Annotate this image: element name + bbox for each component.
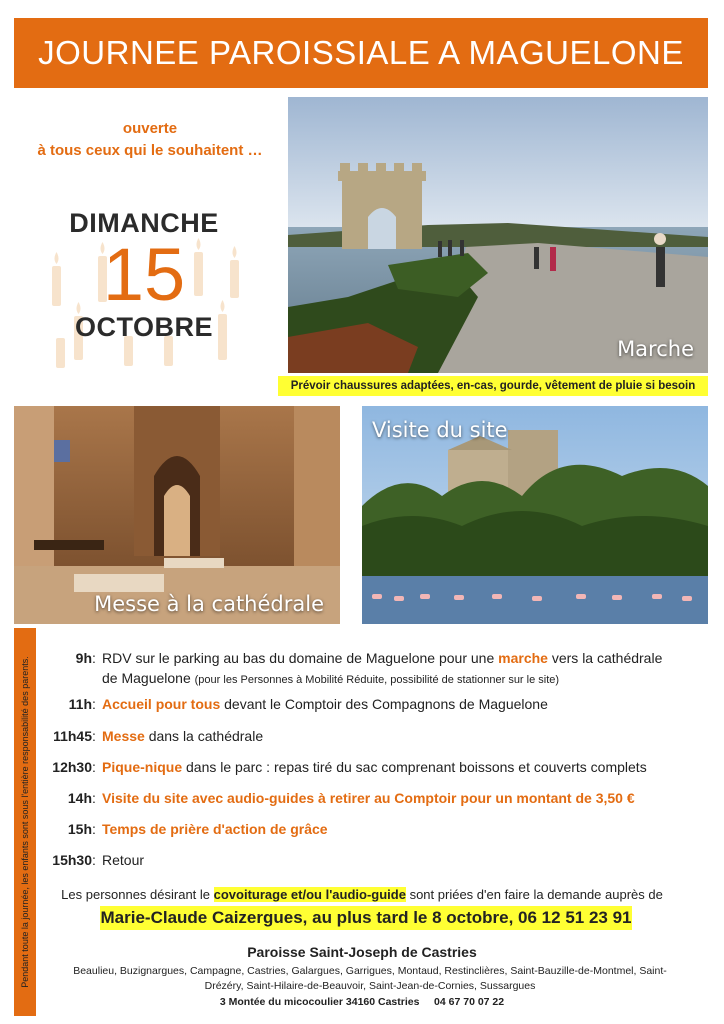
page-title: JOURNEE PAROISSIALE A MAGUELONE bbox=[38, 34, 684, 71]
sidebar-notice-text: Pendant toute la journée, les enfants sont sous l'entière responsabilité des parents. bbox=[20, 656, 30, 988]
paroisse-name: Paroisse Saint-Joseph de Castries bbox=[247, 944, 477, 960]
schedule-text: de Maguelone bbox=[102, 670, 191, 686]
schedule-time: 14h bbox=[67, 790, 92, 806]
messe-caption: Messe à la cathédrale bbox=[94, 592, 324, 616]
event-date bbox=[44, 196, 244, 372]
date-number: 15 bbox=[102, 233, 186, 316]
schedule-text: dans la cathédrale bbox=[144, 728, 264, 744]
schedule-text: Retour bbox=[102, 852, 145, 868]
visite-caption: Visite du site bbox=[372, 418, 508, 442]
date-month: OCTOBRE bbox=[74, 312, 213, 342]
schedule-time: 15h30 bbox=[52, 852, 92, 868]
equipment-note: Prévoir chaussures adaptées, en-cas, gourde, vêtement de pluie si besoin bbox=[278, 376, 708, 396]
schedule-highlight: Temps de prière d'action de grâce bbox=[102, 821, 328, 837]
address: 3 Montée du micocoulier 34160 Castries 04 67 70 07 22 bbox=[219, 996, 505, 1008]
intro-text bbox=[0, 118, 300, 162]
schedule-text: devant le Comptoir des Compagnons de Maguelone bbox=[220, 696, 548, 712]
contact-info: Marie-Claude Caizergues, au plus tard le 8 octobre, 06 12 51 23 91 bbox=[100, 906, 632, 930]
schedule-highlight: marche bbox=[498, 650, 548, 666]
covoiturage-highlight: covoiturage et/ou l'audio-guide bbox=[213, 887, 406, 902]
schedule-note: (pour les Personnes à Mobilité Réduite, possibilité de stationner sur le site) bbox=[194, 674, 560, 686]
marche-caption: Marche bbox=[617, 337, 694, 361]
schedule-highlight: Messe bbox=[102, 728, 145, 744]
schedule-text: RDV sur le parking au bas du domaine de Maguelone pour une bbox=[102, 650, 499, 666]
schedule-time: 9h bbox=[75, 650, 92, 666]
schedule-text: vers la cathédrale bbox=[547, 650, 663, 666]
date-day: DIMANCHE bbox=[69, 208, 219, 238]
photo-messe bbox=[14, 406, 340, 624]
schedule-time: 11h bbox=[68, 696, 92, 712]
schedule-time: 12h30 bbox=[52, 759, 92, 775]
covoiturage-text bbox=[0, 887, 724, 902]
schedule-highlight: Visite du site avec audio-guides à retirer au Comptoir pour un montant de 3,50 € bbox=[102, 790, 635, 806]
villages-list: Beaulieu, Buzignargues, Campagne, Castries, Galargues, Garrigues, Montaud, Restinclières, Saint-Bauzille-de-Montmel, Saint-Drézéry, Saint-Hilaire-de-Beauvoir, Saint-Jean-de-Cornies, Sussargues bbox=[73, 965, 667, 992]
covoiturage-pre: Les personnes désirant le bbox=[61, 887, 214, 902]
schedule-highlight: Accueil pour tous bbox=[102, 696, 221, 712]
title-banner bbox=[14, 18, 708, 88]
schedule-text: dans le parc : repas tiré du sac comprenant boissons et couverts complets bbox=[182, 759, 647, 775]
schedule-highlight: Pique-nique bbox=[102, 759, 183, 775]
covoiturage-post: sont priées d'en faire la demande auprès de bbox=[405, 887, 663, 902]
photo-visite bbox=[362, 406, 708, 624]
photo-marche bbox=[288, 97, 708, 373]
intro-line-2: à tous ceux qui le souhaitent … bbox=[37, 142, 263, 159]
schedule-time: 11h45 bbox=[53, 728, 92, 744]
intro-line-1: ouverte bbox=[122, 120, 178, 137]
schedule-time: 15h bbox=[67, 821, 92, 837]
